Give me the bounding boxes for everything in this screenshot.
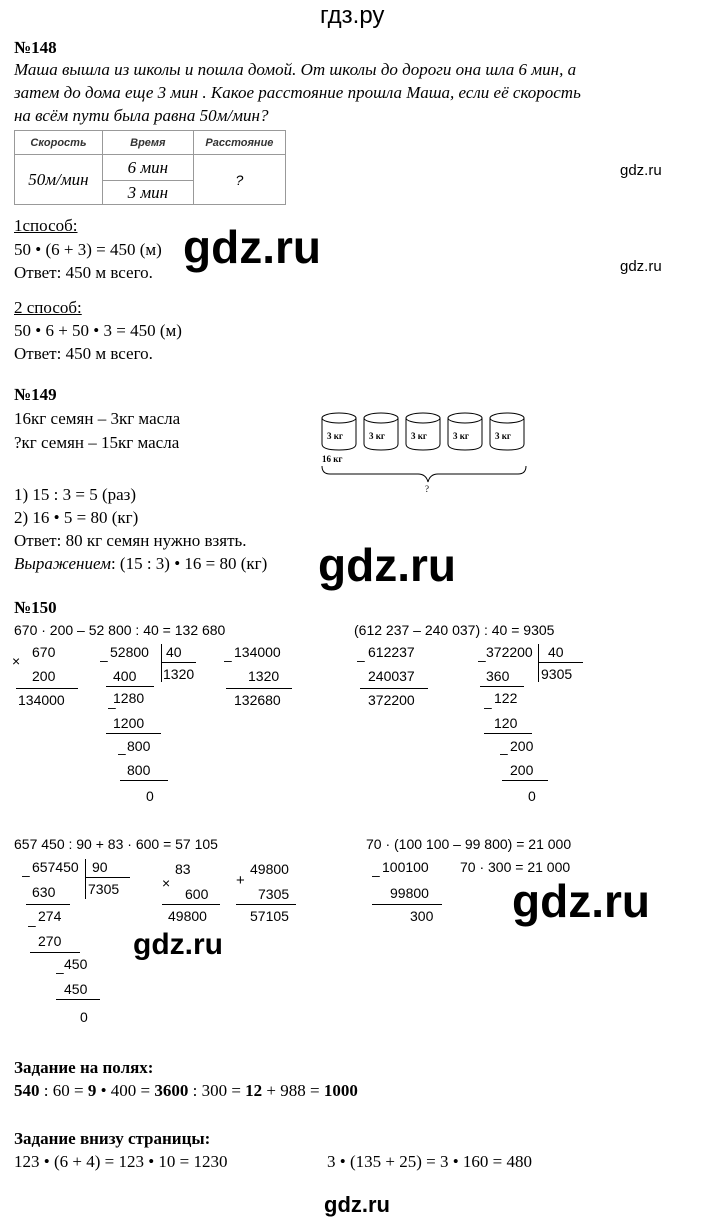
calc6-rem-3: 0: [80, 1009, 88, 1025]
chain-part: • 400 =: [96, 1081, 155, 1100]
calc2-sub-2: 1200: [113, 715, 145, 731]
calc2-dividend: 52800: [110, 644, 149, 660]
calc2-sub-1: 400: [113, 668, 137, 684]
chain-part: : 60 =: [39, 1081, 88, 1100]
problem-149-condition-2: ?кг семян – 15кг масла: [14, 433, 180, 452]
calc5-sub-3: 200: [510, 762, 534, 778]
calc7-result: 49800: [168, 908, 207, 924]
way2-title: 2 способ:: [14, 298, 82, 317]
way1-answer: Ответ: 450 м всего.: [14, 263, 153, 282]
watermark-footer: gdz.ru: [324, 1192, 390, 1217]
times-sign: ×: [12, 653, 21, 669]
tub-label: 3 кг: [453, 431, 470, 441]
equation-2: (612 237 – 240 037) : 40 = 9305: [354, 622, 555, 638]
calc5-dividend: 372200: [486, 644, 533, 660]
calc6-sub-2: 270: [38, 933, 62, 949]
calc2-rem-1: 1280: [113, 690, 145, 706]
calc2-quotient: 1320: [163, 666, 195, 682]
tub-label: 3 кг: [369, 431, 386, 441]
calc8-b: 7305: [258, 886, 290, 902]
tubs-diagram: [318, 408, 538, 498]
way1-title: 1способ:: [14, 216, 78, 235]
calc6-sub-3: 450: [64, 981, 88, 997]
equation-4: 70 · (100 100 – 99 800) = 21 000: [366, 836, 572, 852]
problem-148-text-line-1: Маша вышла из школы и пошла домой. От школы до дороги она шла 6 мин, а: [14, 60, 577, 79]
calc9-a: 100100: [382, 859, 429, 875]
watermark-medium-1: gdz.ru: [133, 928, 223, 961]
bottom-task-right: 3 • (135 + 25) = 3 • 160 = 480: [327, 1152, 532, 1171]
calc5-rem-1: 122: [494, 690, 518, 706]
way1-expression: 50 • (6 + 3) = 450 (м): [14, 240, 162, 259]
watermark-small-2: gdz.ru: [620, 258, 662, 275]
calc1-result: 134000: [18, 692, 65, 708]
expression-label: Выражением: [14, 554, 111, 573]
calc8-result: 57105: [250, 908, 289, 924]
chain-part: : 300 =: [188, 1081, 246, 1100]
problem-148-number: №148: [14, 38, 57, 57]
way2-expression: 50 • 6 + 50 • 3 = 450 (м): [14, 321, 182, 340]
chain-part: 9: [87, 1081, 97, 1100]
watermark-big-1: gdz.ru: [183, 221, 321, 273]
calc5-rem-2: 200: [510, 738, 534, 754]
calc7-b: 600: [185, 886, 209, 902]
calc6-dividend: 657450: [32, 859, 79, 875]
calc2-rem-2: 800: [127, 738, 151, 754]
calc2-rem-3: 0: [146, 788, 154, 804]
calc1-a: 670: [32, 644, 56, 660]
calc2-sub-3: 800: [127, 762, 151, 778]
calc6-sub-1: 630: [32, 884, 56, 900]
bottom-task-left: 123 • (6 + 4) = 123 • 10 = 1230: [14, 1152, 228, 1171]
site-header: гдз.ру: [320, 2, 385, 29]
chain-part: 3600: [154, 1081, 189, 1100]
equation-1: 670 · 200 – 52 800 : 40 = 132 680: [14, 622, 226, 638]
calc1-b: 200: [32, 668, 56, 684]
calc5-sub-1: 360: [486, 668, 510, 684]
watermark-big-3: gdz.ru: [512, 875, 650, 927]
brace: [322, 466, 526, 482]
calc4-result: 372200: [368, 692, 415, 708]
calc3-a: 134000: [234, 644, 281, 660]
calc6-quotient: 7305: [88, 881, 120, 897]
tub-label: 3 кг: [411, 431, 428, 441]
calc9-result: 300: [410, 908, 434, 924]
table-distance-value: ?: [193, 155, 285, 205]
calc9-b: 99800: [390, 885, 429, 901]
calc2-divisor: 40: [166, 644, 182, 660]
chain-part: + 988 =: [262, 1081, 324, 1100]
equation-3: 657 450 : 90 + 83 · 600 = 57 105: [14, 836, 218, 852]
chain-part: 540: [14, 1081, 40, 1100]
calc3-result: 132680: [234, 692, 281, 708]
problem-150-number: №150: [14, 598, 57, 617]
margin-task-chain: [14, 1081, 358, 1101]
tub-label: 3 кг: [327, 431, 344, 441]
calc8-a: 49800: [250, 861, 289, 877]
calc4-b: 240037: [368, 668, 415, 684]
tub-3: [406, 413, 440, 450]
calc7-a: 83: [175, 861, 191, 877]
table-speed-value: 50м/мин: [15, 155, 103, 205]
margin-task-title: Задание на полях:: [14, 1058, 154, 1077]
tub-5: [490, 413, 524, 450]
bottom-task-title: Задание внизу страницы:: [14, 1129, 211, 1148]
calc5-sub-2: 120: [494, 715, 518, 731]
brace-label: ?: [425, 484, 429, 494]
tub-label: 3 кг: [495, 431, 512, 441]
tub-2: [364, 413, 398, 450]
calc4-a: 612237: [368, 644, 415, 660]
table-header-time: Время: [102, 131, 193, 155]
problem-149-number: №149: [14, 385, 57, 404]
calc6-rem-1: 274: [38, 908, 62, 924]
calc3-b: 1320: [248, 668, 280, 684]
tub-1: [322, 413, 356, 450]
watermark-small-1: gdz.ru: [620, 162, 662, 179]
chain-part: 12: [245, 1081, 263, 1100]
tub-4: [448, 413, 482, 450]
expression-value: : (15 : 3) • 16 = 80 (кг): [110, 554, 268, 573]
problem-148-text-line-3: на всём пути была равна 50м/мин?: [14, 106, 269, 125]
table-header-distance: Расстояние: [193, 131, 285, 155]
calc5-divisor: 40: [548, 644, 564, 660]
problem-149-step-1: 1) 15 : 3 = 5 (раз): [14, 485, 137, 504]
watermark-big-2: gdz.ru: [318, 539, 456, 591]
table-time-2: 3 мин: [102, 181, 193, 205]
problem-149-condition-1: 16кг семян – 3кг масла: [14, 409, 181, 428]
problem-149-answer: Ответ: 80 кг семян нужно взять.: [14, 531, 247, 550]
problem-148-text-line-2: затем до дома еще 3 мин . Какое расстояние прошла Маша, если её скорость: [14, 83, 581, 102]
chain-part: 1000: [323, 1081, 358, 1100]
speed-table: [14, 130, 286, 205]
problem-149-step-2: 2) 16 • 5 = 80 (кг): [14, 508, 139, 527]
calc5-quotient: 9305: [541, 666, 573, 682]
equation-4-step: 70 · 300 = 21 000: [460, 859, 571, 875]
table-header-speed: Скорость: [15, 131, 103, 155]
problem-149-expression: [14, 554, 267, 574]
way2-answer: Ответ: 450 м всего.: [14, 344, 153, 363]
calc6-divisor: 90: [92, 859, 108, 875]
calc6-rem-2: 450: [64, 956, 88, 972]
tubs-under-label: 16 кг: [322, 454, 343, 464]
table-time-1: 6 мин: [102, 155, 193, 181]
calc5-rem-3: 0: [528, 788, 536, 804]
